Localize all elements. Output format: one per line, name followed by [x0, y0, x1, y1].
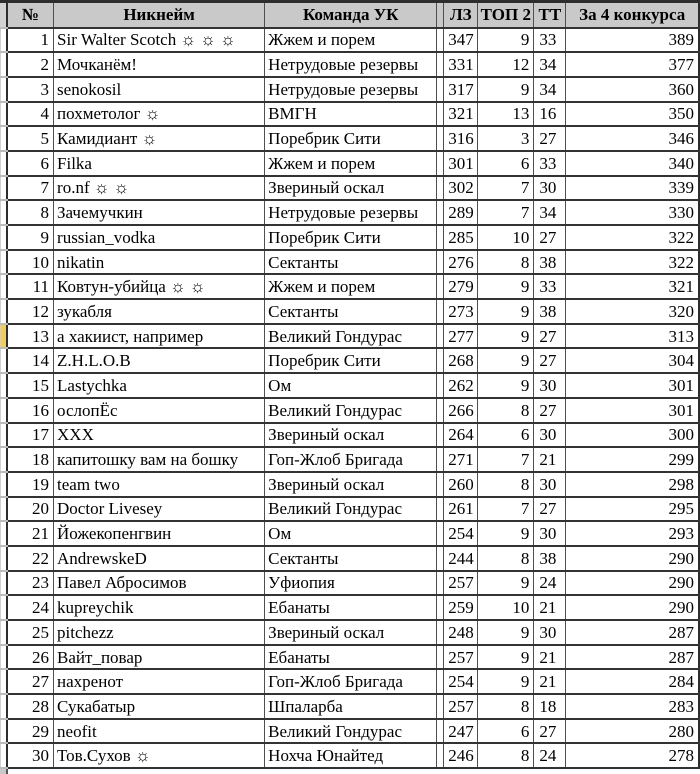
cell-total[interactable]: 301: [566, 398, 699, 423]
cell-lz[interactable]: 246: [444, 743, 478, 768]
cell-lz[interactable]: 273: [444, 299, 478, 324]
cell-num[interactable]: 4: [7, 102, 54, 127]
cell-nickname[interactable]: neofit: [54, 719, 265, 744]
cell-team[interactable]: Жжем и порем: [265, 151, 437, 176]
cell-top2[interactable]: 8: [478, 250, 534, 275]
cell-lz[interactable]: 259: [444, 595, 478, 620]
cell-top2[interactable]: 6: [478, 151, 534, 176]
cell-lz[interactable]: 347: [444, 28, 478, 53]
cell-team[interactable]: Великий Гондурас: [265, 324, 437, 349]
cell-total[interactable]: 360: [566, 77, 699, 102]
cell-lz[interactable]: 302: [444, 176, 478, 201]
table-row: [1, 176, 700, 201]
cell-top2[interactable]: 9: [478, 28, 534, 53]
cell-total[interactable]: 339: [566, 176, 699, 201]
cell-num[interactable]: 26: [7, 645, 54, 670]
spacer-cell: [437, 595, 444, 620]
cell-num[interactable]: 13: [7, 324, 54, 349]
cell-tt[interactable]: 16: [534, 102, 566, 127]
cell-team[interactable]: Ебанаты: [265, 595, 437, 620]
cell-num[interactable]: 22: [7, 546, 54, 571]
spacer-cell: [437, 497, 444, 522]
cell-top2[interactable]: 9: [478, 348, 534, 373]
cell-team[interactable]: Поребрик Сити: [265, 126, 437, 151]
cell-num[interactable]: 27: [7, 669, 54, 694]
cell-total[interactable]: 330: [566, 200, 699, 225]
cell-top2[interactable]: 8: [478, 472, 534, 497]
cell-num[interactable]: 19: [7, 472, 54, 497]
cell-team[interactable]: Поребрик Сити: [265, 348, 437, 373]
cell-total[interactable]: 290: [566, 595, 699, 620]
cell-nickname[interactable]: ro.nf ☼ ☼: [54, 176, 265, 201]
bottom-crop-strip: [0, 769, 700, 774]
cell-top2[interactable]: 9: [478, 645, 534, 670]
header-num[interactable]: №: [7, 2, 54, 28]
header-row: [1, 2, 700, 28]
table-row: [1, 324, 700, 349]
cell-tt[interactable]: 38: [534, 546, 566, 571]
cell-nickname[interactable]: капитошку вам на бошку: [54, 447, 265, 472]
cell-lz[interactable]: 271: [444, 447, 478, 472]
cell-total[interactable]: 287: [566, 645, 699, 670]
table-row: [1, 225, 700, 250]
cell-lz[interactable]: 247: [444, 719, 478, 744]
cell-top2[interactable]: 9: [478, 299, 534, 324]
cell-total[interactable]: 278: [566, 743, 699, 768]
cell-team[interactable]: Жжем и порем: [265, 28, 437, 53]
cell-team[interactable]: Нетрудовые резервы: [265, 77, 437, 102]
cell-tt[interactable]: 21: [534, 447, 566, 472]
cell-total[interactable]: 300: [566, 423, 699, 448]
cell-nickname[interactable]: Lastychka: [54, 373, 265, 398]
cell-total[interactable]: 283: [566, 694, 699, 719]
cell-top2[interactable]: 8: [478, 694, 534, 719]
cell-total[interactable]: 284: [566, 669, 699, 694]
cell-team[interactable]: Великий Гондурас: [265, 497, 437, 522]
cell-top2[interactable]: 8: [478, 546, 534, 571]
table-row: [1, 669, 700, 694]
cell-num[interactable]: 7: [7, 176, 54, 201]
cell-total[interactable]: 290: [566, 571, 699, 596]
cell-top2[interactable]: 10: [478, 595, 534, 620]
cell-lz[interactable]: 301: [444, 151, 478, 176]
cell-num[interactable]: 28: [7, 694, 54, 719]
spacer-cell: [437, 447, 444, 472]
cell-lz[interactable]: 317: [444, 77, 478, 102]
cell-total[interactable]: 287: [566, 620, 699, 645]
cell-lz[interactable]: 261: [444, 497, 478, 522]
cell-lz[interactable]: 254: [444, 669, 478, 694]
table-row: [1, 28, 700, 53]
cell-num[interactable]: 18: [7, 447, 54, 472]
spacer-cell: [437, 472, 444, 497]
cell-total[interactable]: 299: [566, 447, 699, 472]
spacer-cell: [437, 694, 444, 719]
cell-tt[interactable]: 30: [534, 521, 566, 546]
cell-team[interactable]: Гоп-Жлоб Бригада: [265, 669, 437, 694]
spacer-cell: [437, 373, 444, 398]
cell-team[interactable]: Сектанты: [265, 250, 437, 275]
cell-nickname[interactable]: Тов.Сухов ☼: [54, 743, 265, 768]
cell-num[interactable]: 3: [7, 77, 54, 102]
cell-team[interactable]: Ебанаты: [265, 645, 437, 670]
spacer-cell: [437, 571, 444, 596]
cell-num[interactable]: 20: [7, 497, 54, 522]
cell-lz[interactable]: 262: [444, 373, 478, 398]
cell-team[interactable]: Звериный оскал: [265, 423, 437, 448]
cell-lz[interactable]: 254: [444, 521, 478, 546]
cell-num[interactable]: 8: [7, 200, 54, 225]
cell-nickname[interactable]: Камидиант ☼: [54, 126, 265, 151]
cell-tt[interactable]: 18: [534, 694, 566, 719]
cell-lz[interactable]: 266: [444, 398, 478, 423]
table-row: [1, 151, 700, 176]
header-spacer-cell: [437, 2, 444, 28]
cell-lz[interactable]: 268: [444, 348, 478, 373]
table-row: [1, 200, 700, 225]
cell-team[interactable]: Уфиопия: [265, 571, 437, 596]
cell-total[interactable]: 340: [566, 151, 699, 176]
cell-total[interactable]: 320: [566, 299, 699, 324]
cell-team[interactable]: Гоп-Жлоб Бригада: [265, 447, 437, 472]
table-row: [1, 299, 700, 324]
spacer-cell: [437, 743, 444, 768]
cell-num[interactable]: 6: [7, 151, 54, 176]
cell-tt[interactable]: 24: [534, 743, 566, 768]
cell-num[interactable]: 21: [7, 521, 54, 546]
cell-num[interactable]: 24: [7, 595, 54, 620]
cell-team[interactable]: Шпаларба: [265, 694, 437, 719]
cell-lz[interactable]: 257: [444, 571, 478, 596]
cell-team[interactable]: Нетрудовые резервы: [265, 52, 437, 77]
cell-tt[interactable]: 30: [534, 423, 566, 448]
cell-lz[interactable]: 276: [444, 250, 478, 275]
cell-tt[interactable]: 27: [534, 126, 566, 151]
cell-nickname[interactable]: AndrewskeD: [54, 546, 265, 571]
cell-team[interactable]: Жжем и порем: [265, 274, 437, 299]
cell-top2[interactable]: 10: [478, 225, 534, 250]
cell-num[interactable]: 30: [7, 743, 54, 768]
cell-lz[interactable]: 289: [444, 200, 478, 225]
cell-top2[interactable]: 9: [478, 324, 534, 349]
cell-team[interactable]: Сектанты: [265, 299, 437, 324]
cell-total[interactable]: 290: [566, 546, 699, 571]
table-row: [1, 743, 700, 768]
cell-total[interactable]: 377: [566, 52, 699, 77]
cell-lz[interactable]: 244: [444, 546, 478, 571]
cell-team[interactable]: Ом: [265, 521, 437, 546]
table-row: [1, 447, 700, 472]
table-row: [1, 52, 700, 77]
spacer-cell: [437, 521, 444, 546]
cell-total[interactable]: 280: [566, 719, 699, 744]
header-lz[interactable]: ЛЗ: [444, 2, 478, 28]
cell-nickname[interactable]: nikatin: [54, 250, 265, 275]
spacer-cell: [437, 546, 444, 571]
cell-lz[interactable]: 257: [444, 645, 478, 670]
cell-num[interactable]: 1: [7, 28, 54, 53]
cell-tt[interactable]: 27: [534, 225, 566, 250]
cell-num[interactable]: 9: [7, 225, 54, 250]
cell-lz[interactable]: 321: [444, 102, 478, 127]
spacer-cell: [437, 126, 444, 151]
cell-num[interactable]: 29: [7, 719, 54, 744]
spacer-cell: [437, 645, 444, 670]
cell-top2[interactable]: 7: [478, 176, 534, 201]
cell-lz[interactable]: 316: [444, 126, 478, 151]
header-team[interactable]: Команда УК: [265, 2, 437, 28]
cell-num[interactable]: 25: [7, 620, 54, 645]
table-row: [1, 521, 700, 546]
bottom-left-edge: [0, 769, 8, 774]
header-top2[interactable]: ТОП 2: [478, 2, 534, 28]
cell-num[interactable]: 2: [7, 52, 54, 77]
cell-top2[interactable]: 9: [478, 521, 534, 546]
table-row: [1, 373, 700, 398]
cell-num[interactable]: 5: [7, 126, 54, 151]
table-row: [1, 102, 700, 127]
cell-nickname[interactable]: Z.H.L.O.B: [54, 348, 265, 373]
spacer-cell: [437, 176, 444, 201]
spacer-cell: [437, 398, 444, 423]
cell-team[interactable]: Поребрик Сити: [265, 225, 437, 250]
cell-tt[interactable]: 30: [534, 176, 566, 201]
cell-total[interactable]: 346: [566, 126, 699, 151]
cell-tt[interactable]: 27: [534, 348, 566, 373]
cell-team[interactable]: Нетрудовые резервы: [265, 200, 437, 225]
cell-tt[interactable]: 21: [534, 645, 566, 670]
cell-team[interactable]: Сектанты: [265, 546, 437, 571]
spacer-cell: [437, 200, 444, 225]
cell-total[interactable]: 321: [566, 274, 699, 299]
cell-tt[interactable]: 38: [534, 299, 566, 324]
cell-nickname[interactable]: russian_vodka: [54, 225, 265, 250]
cell-team[interactable]: Великий Гондурас: [265, 719, 437, 744]
table-body: [1, 28, 700, 769]
table-row: [1, 571, 700, 596]
cell-team[interactable]: ВМГН: [265, 102, 437, 127]
cell-num[interactable]: 11: [7, 274, 54, 299]
table-row: [1, 645, 700, 670]
spacer-cell: [437, 28, 444, 53]
header-total[interactable]: За 4 конкурса: [566, 2, 699, 28]
cell-team[interactable]: Звериный оскал: [265, 176, 437, 201]
cell-total[interactable]: 322: [566, 225, 699, 250]
cell-top2[interactable]: 12: [478, 52, 534, 77]
cell-nickname[interactable]: Зачемучкин: [54, 200, 265, 225]
cell-num[interactable]: 16: [7, 398, 54, 423]
spacer-cell: [437, 348, 444, 373]
cell-top2[interactable]: 9: [478, 620, 534, 645]
table-row: [1, 348, 700, 373]
cell-total[interactable]: 313: [566, 324, 699, 349]
cell-top2[interactable]: 7: [478, 200, 534, 225]
cell-nickname[interactable]: похметолог ☼: [54, 102, 265, 127]
cell-tt[interactable]: 33: [534, 28, 566, 53]
spacer-cell: [437, 250, 444, 275]
cell-tt[interactable]: 24: [534, 571, 566, 596]
cell-top2[interactable]: 6: [478, 423, 534, 448]
cell-top2[interactable]: 7: [478, 497, 534, 522]
cell-top2[interactable]: 8: [478, 398, 534, 423]
table-row: [1, 126, 700, 151]
cell-tt[interactable]: 30: [534, 373, 566, 398]
cell-nickname[interactable]: Filka: [54, 151, 265, 176]
table-row: [1, 620, 700, 645]
cell-top2[interactable]: 9: [478, 274, 534, 299]
table-row: [1, 497, 700, 522]
cell-total[interactable]: 295: [566, 497, 699, 522]
cell-tt[interactable]: 27: [534, 497, 566, 522]
cell-top2[interactable]: 8: [478, 743, 534, 768]
header-nickname[interactable]: Никнейм: [54, 2, 265, 28]
cell-lz[interactable]: 285: [444, 225, 478, 250]
cell-total[interactable]: 304: [566, 348, 699, 373]
cell-team[interactable]: Звериный оскал: [265, 620, 437, 645]
cell-total[interactable]: 301: [566, 373, 699, 398]
cell-tt[interactable]: 33: [534, 274, 566, 299]
table-row: [1, 694, 700, 719]
table-row: [1, 472, 700, 497]
spacer-cell: [437, 299, 444, 324]
cell-tt[interactable]: 30: [534, 620, 566, 645]
cell-num[interactable]: 10: [7, 250, 54, 275]
cell-nickname[interactable]: Павел Абросимов: [54, 571, 265, 596]
cell-nickname[interactable]: XXX: [54, 423, 265, 448]
spacer-cell: [437, 52, 444, 77]
cell-lz[interactable]: 264: [444, 423, 478, 448]
cell-nickname[interactable]: нахренот: [54, 669, 265, 694]
table-row: [1, 77, 700, 102]
cell-total[interactable]: 293: [566, 521, 699, 546]
cell-num[interactable]: 15: [7, 373, 54, 398]
cell-nickname[interactable]: Мочканём!: [54, 52, 265, 77]
cell-nickname[interactable]: Doctor Livesey: [54, 497, 265, 522]
cell-top2[interactable]: 9: [478, 571, 534, 596]
table-row: [1, 250, 700, 275]
cell-tt[interactable]: 27: [534, 324, 566, 349]
cell-lz[interactable]: 257: [444, 694, 478, 719]
header-tt[interactable]: ТТ: [534, 2, 566, 28]
cell-tt[interactable]: 21: [534, 669, 566, 694]
spacer-cell: [437, 274, 444, 299]
cell-top2[interactable]: 7: [478, 447, 534, 472]
cell-num[interactable]: 23: [7, 571, 54, 596]
cell-lz[interactable]: 277: [444, 324, 478, 349]
cell-lz[interactable]: 248: [444, 620, 478, 645]
cell-top2[interactable]: 9: [478, 77, 534, 102]
spacer-cell: [437, 324, 444, 349]
cell-team[interactable]: Нохча Юнайтед: [265, 743, 437, 768]
spacer-cell: [437, 77, 444, 102]
cell-nickname[interactable]: Вайт_повар: [54, 645, 265, 670]
cell-num[interactable]: 12: [7, 299, 54, 324]
cell-team[interactable]: Ом: [265, 373, 437, 398]
table-row: [1, 423, 700, 448]
cell-lz[interactable]: 260: [444, 472, 478, 497]
cell-nickname[interactable]: зукабля: [54, 299, 265, 324]
cell-lz[interactable]: 331: [444, 52, 478, 77]
cell-tt[interactable]: 27: [534, 719, 566, 744]
cell-tt[interactable]: 21: [534, 595, 566, 620]
cell-top2[interactable]: 9: [478, 669, 534, 694]
cell-tt[interactable]: 34: [534, 77, 566, 102]
cell-lz[interactable]: 279: [444, 274, 478, 299]
cell-nickname[interactable]: pitchezz: [54, 620, 265, 645]
cell-nickname[interactable]: Sir Walter Scotch ☼ ☼ ☼: [54, 28, 265, 53]
cell-num[interactable]: 17: [7, 423, 54, 448]
cell-nickname[interactable]: Йожекопенгвин: [54, 521, 265, 546]
cell-total[interactable]: 322: [566, 250, 699, 275]
cell-nickname[interactable]: Ковтун-убийца ☼ ☼: [54, 274, 265, 299]
table-row: [1, 546, 700, 571]
cell-top2[interactable]: 13: [478, 102, 534, 127]
cell-top2[interactable]: 9: [478, 373, 534, 398]
cell-nickname[interactable]: Сукабатыр: [54, 694, 265, 719]
cell-tt[interactable]: 27: [534, 398, 566, 423]
cell-tt[interactable]: 33: [534, 151, 566, 176]
spacer-cell: [437, 151, 444, 176]
cell-top2[interactable]: 6: [478, 719, 534, 744]
cell-tt[interactable]: 34: [534, 52, 566, 77]
cell-num[interactable]: 14: [7, 348, 54, 373]
cell-team[interactable]: Великий Гондурас: [265, 398, 437, 423]
spacer-cell: [437, 719, 444, 744]
spacer-cell: [437, 620, 444, 645]
spacer-cell: [437, 423, 444, 448]
table-row: [1, 595, 700, 620]
spacer-cell: [437, 669, 444, 694]
cell-nickname[interactable]: ослопЁс: [54, 398, 265, 423]
cell-total[interactable]: 298: [566, 472, 699, 497]
spacer-cell: [437, 102, 444, 127]
table-row: [1, 274, 700, 299]
cell-top2[interactable]: 3: [478, 126, 534, 151]
table-row: [1, 719, 700, 744]
cell-tt[interactable]: 30: [534, 472, 566, 497]
cell-total[interactable]: 350: [566, 102, 699, 127]
cell-tt[interactable]: 38: [534, 250, 566, 275]
cell-nickname[interactable]: senokosil: [54, 77, 265, 102]
cell-nickname[interactable]: team two: [54, 472, 265, 497]
cell-nickname[interactable]: а хакиист, например: [54, 324, 265, 349]
cell-nickname[interactable]: kupreychik: [54, 595, 265, 620]
spacer-cell: [437, 225, 444, 250]
cell-team[interactable]: Звериный оскал: [265, 472, 437, 497]
table-row: [1, 398, 700, 423]
cell-tt[interactable]: 34: [534, 200, 566, 225]
cell-total[interactable]: 389: [566, 28, 699, 53]
